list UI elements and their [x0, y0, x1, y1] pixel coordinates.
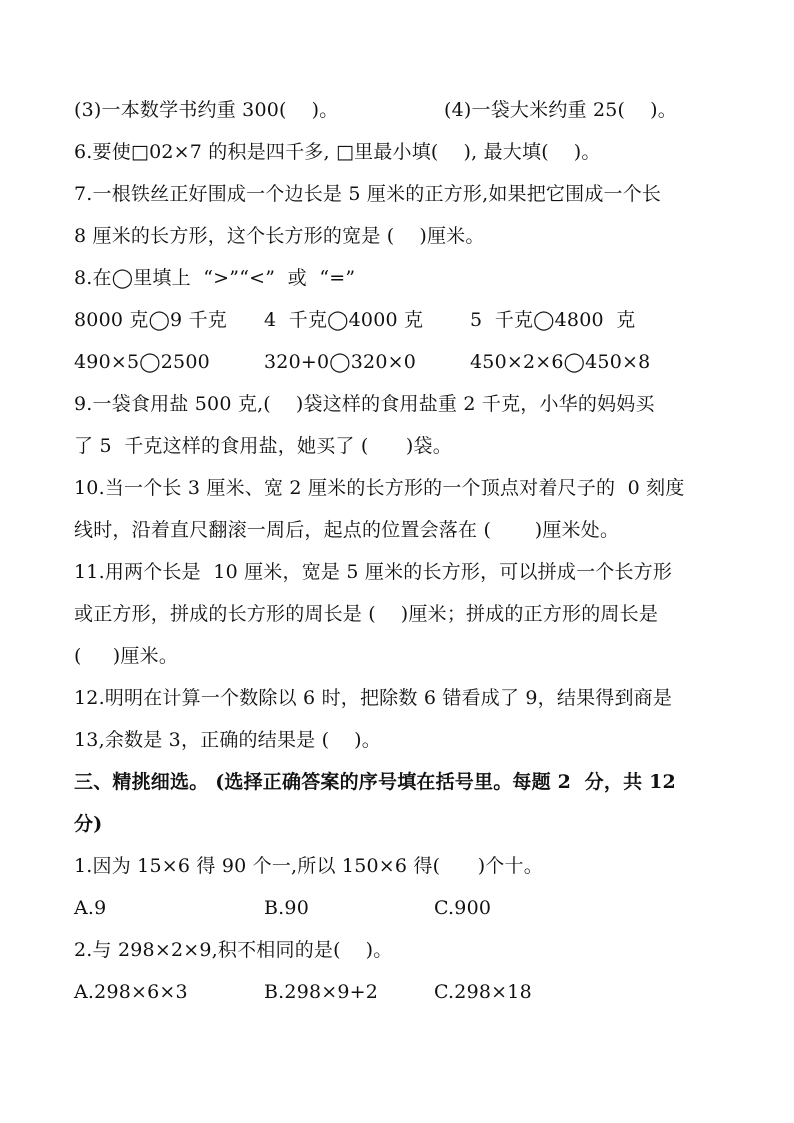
q8-row2-item-1: 490×5◯2500	[74, 351, 210, 373]
q1-option-a: A.9	[74, 897, 107, 919]
question-10-line-1: 10.当一个长 3 厘米、宽 2 厘米的长方形的一个顶点对着尺子的 0 刻度	[74, 477, 685, 499]
question-9-line-2: 了 5 千克这样的食用盐，她买了 ( )袋。	[74, 435, 452, 457]
question-7-line-2: 8 厘米的长方形，这个长方形的宽是 ( )厘米。	[74, 225, 485, 247]
q8-row2-item-2: 320+0◯320×0	[264, 351, 417, 373]
section-3-question-2-options	[74, 979, 754, 1109]
question-7-line-1: 7.一根铁丝正好围成一个边长是 5 厘米的正方形,如果把它围成一个长	[74, 183, 662, 205]
section-3-heading-line-1: 三、精挑细选。 (选择正确答案的序号填在括号里。每题 2 分，共 12	[74, 771, 676, 793]
question-8-title: 8.在◯里填上 “>”“<” 或 “=”	[74, 267, 356, 289]
q5-part3: (3)一本数学书约重 300( )。	[74, 99, 339, 121]
question-6: 6.要使□02×7 的积是四千多, □里最小填( ), 最大填( )。	[74, 141, 601, 163]
q8-row1-item-3: 5 千克◯4800 克	[470, 309, 636, 331]
question-9-line-1: 9.一袋食用盐 500 克,( )袋这样的食用盐重 2 千克，小华的妈妈买	[74, 393, 655, 415]
q5-part4: (4)一袋大米约重 25( )。	[444, 99, 677, 121]
q8-row1-item-2: 4 千克◯4000 克	[264, 309, 424, 331]
q8-row2-item-3: 450×2×6◯450×8	[470, 351, 651, 373]
q2-option-c: C.298×18	[434, 981, 532, 1003]
q8-row1-item-1: 8000 克◯9 千克	[74, 309, 227, 331]
q1-option-b: B.90	[264, 897, 309, 919]
section-3-heading-line-2: 分)	[74, 813, 103, 835]
question-11-line-2: 或正方形，拼成的长方形的周长是 ( )厘米；拼成的正方形的周长是	[74, 603, 659, 625]
q2-option-b: B.298×9+2	[264, 981, 379, 1003]
question-12-line-2: 13,余数是 3，正确的结果是 ( )。	[74, 729, 381, 751]
question-12-line-1: 12.明明在计算一个数除以 6 时，把除数 6 错看成了 9，结果得到商是	[74, 687, 673, 709]
question-11-line-1: 11.用两个长是 10 厘米，宽是 5 厘米的长方形，可以拼成一个长方形	[74, 561, 673, 583]
q2-option-a: A.298×6×3	[74, 981, 188, 1003]
question-11-line-3: ( )厘米。	[74, 645, 179, 667]
question-10-line-2: 线时，沿着直尺翻滚一周后，起点的位置会落在 ( )厘米处。	[74, 519, 620, 541]
section-3-question-1: 1.因为 15×6 得 90 个一,所以 150×6 得( )个十。	[74, 855, 543, 877]
section-3-question-2: 2.与 298×2×9,积不相同的是( )。	[74, 939, 393, 961]
q1-option-c: C.900	[434, 897, 492, 919]
